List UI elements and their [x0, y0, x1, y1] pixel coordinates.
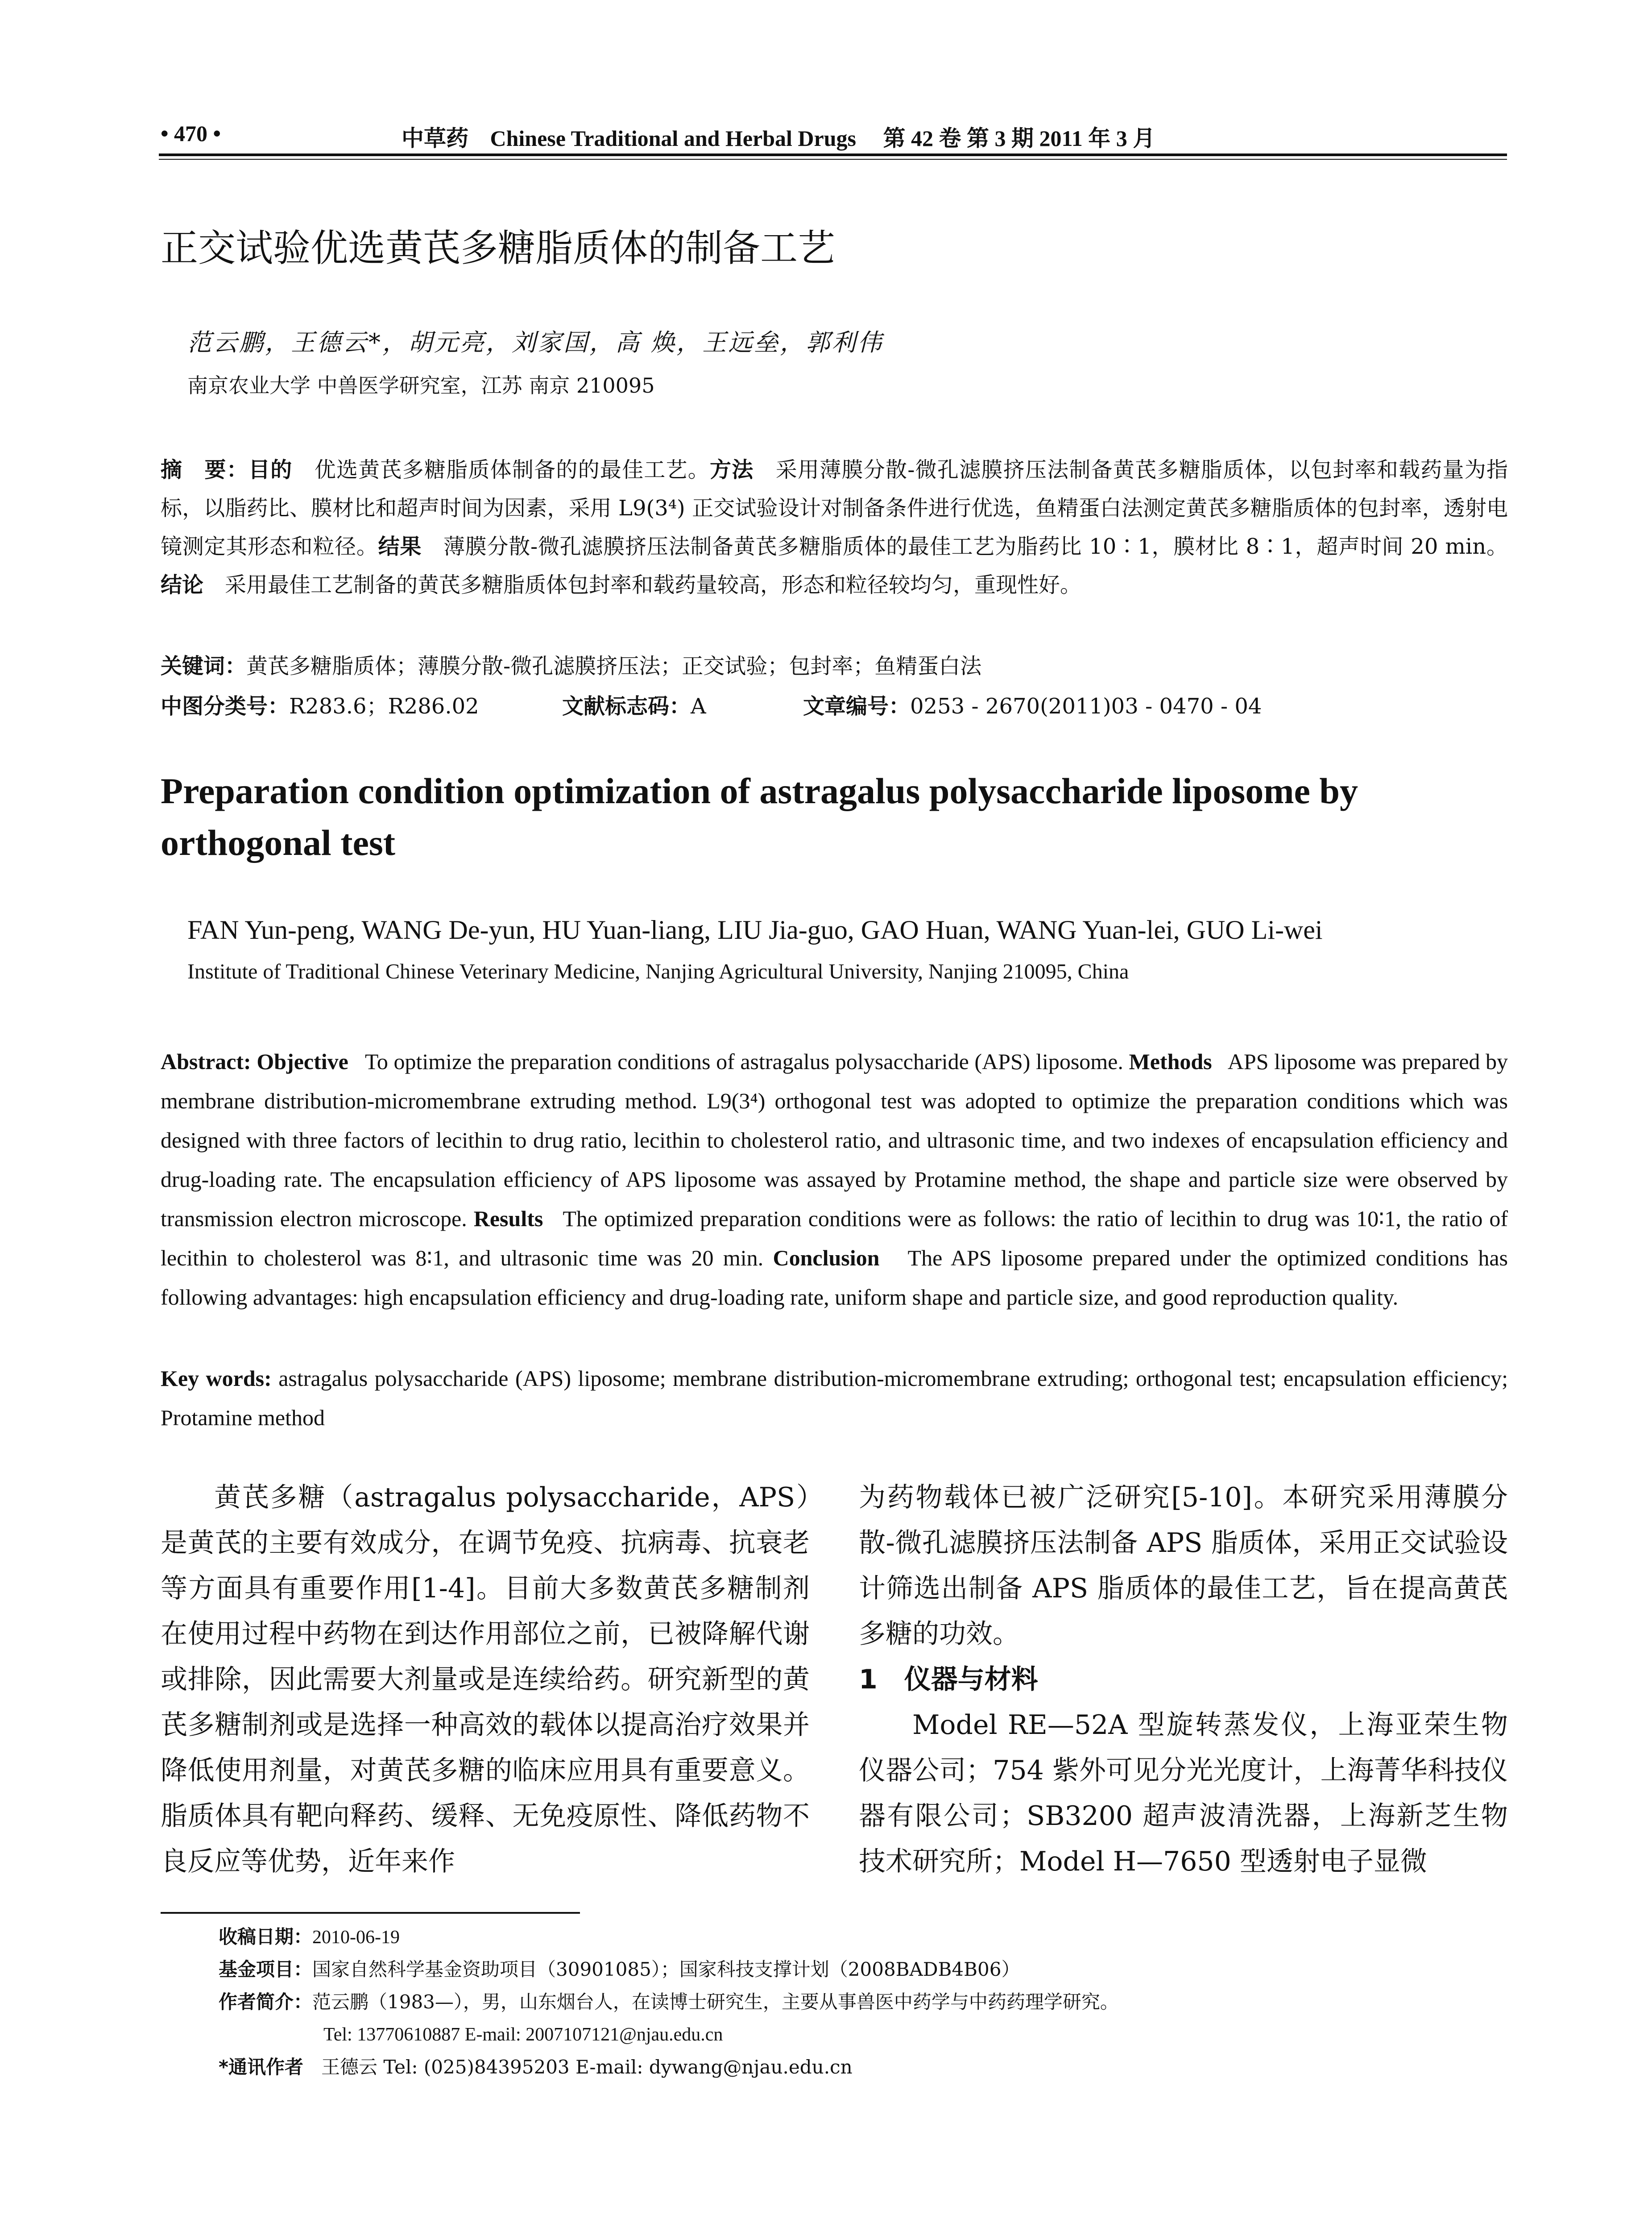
cn-conclusion-label: 结论	[161, 572, 204, 597]
cn-abstract	[161, 451, 1508, 604]
footnote-received-date: 2010-06-19	[312, 1927, 400, 1948]
footnote-bio-text: 范云鹏（1983—），男，山东烟台人，在读博士研究生，主要从事兽医中药学与中药药理学研究。	[312, 1991, 1119, 2013]
cn-doc-code-label: 文献标志码：	[562, 694, 691, 719]
cn-doc-code-value: A	[691, 694, 706, 719]
footnote-received-label: 收稿日期：	[219, 1926, 313, 1948]
en-objective: To optimize the preparation conditions of astragalus polysaccharide (APS) liposome.	[364, 1049, 1123, 1074]
footnote-fund	[219, 1953, 1020, 1986]
cn-affiliation: 南京农业大学 中兽医学研究室，江苏 南京 210095	[187, 373, 655, 398]
body-right-column	[859, 1475, 1508, 1884]
footnote-received	[219, 1921, 400, 1953]
cn-objective: 优选黄芪多糖脂质体制备的的最佳工艺。	[314, 457, 710, 482]
cn-authors: 范云鹏，王德云*，胡元亮，刘家国，高 焕，王远垒，郭利伟	[187, 328, 884, 357]
header-rule-thin	[159, 159, 1507, 160]
journal-header	[402, 120, 1155, 153]
cn-objective-label: 目的	[248, 457, 293, 482]
cn-classification	[161, 687, 1508, 726]
cn-class-value: R283.6；R286.02	[289, 694, 479, 719]
en-abstract-label: Abstract:	[161, 1049, 251, 1074]
journal-name-en: Chinese Traditional and Herbal Drugs	[490, 126, 856, 151]
cn-article-no-value: 0253 - 2670(2011)03 - 0470 - 04	[910, 694, 1262, 719]
cn-class-label: 中图分类号：	[161, 694, 290, 719]
cn-conclusion: 采用最佳工艺制备的黄芪多糖脂质体包封率和载药量较高，形态和粒径较均匀，重现性好。	[225, 572, 1082, 597]
en-abstract	[161, 1042, 1508, 1317]
cn-results: 薄膜分散-微孔滤膜挤压法制备黄芪多糖脂质体的最佳工艺为脂药比 10∶1，膜材比 8∶1，超声时间 20 min。	[443, 534, 1508, 559]
cn-keywords-label: 关键词：	[161, 654, 247, 679]
body-intro-continued: 为药物载体已被广泛研究[5-10]。本研究采用薄膜分散-微孔滤膜挤压法制备 APS 脂质体，采用正交试验设计筛选出制备 APS 脂质体的最佳工艺，旨在提高黄芪多糖的功效。	[859, 1482, 1508, 1650]
en-conclusion-label: Conclusion	[773, 1245, 880, 1270]
footnote-fund-text: 国家自然科学基金资助项目（30901085）；国家科技支撑计划（2008BADB4B06）	[312, 1958, 1020, 1980]
en-results-label: Results	[473, 1206, 543, 1231]
section-heading-1: 1 仪器与材料	[859, 1664, 1038, 1695]
journal-logo-cn: 中草药	[402, 125, 468, 151]
body-intro-paragraph: 黄芪多糖（astragalus polysaccharide，APS）是黄芪的主要有效成分，在调节免疫、抗病毒、抗衰老等方面具有重要作用[1-4]。目前大多数黄芪多糖制剂在使用过程中药物在到达作用部位之前，已被降解代谢或排除，因此需要大剂量或是连续给药。研究新型的黄芪多糖制剂或是选择一种高效的载体以提高治疗效果并降低使用剂量，对黄芪多糖的临床应用具有重要意义。脂质体具有靶向释药、缓释、无免疫原性、降低药物不良反应等优势，近年来作	[161, 1482, 810, 1877]
footnote-fund-label: 基金项目：	[219, 1958, 313, 1980]
cn-methods-label: 方法	[710, 457, 754, 482]
cn-keywords	[161, 647, 1508, 685]
footnote-bio-label: 作者简介：	[219, 1991, 313, 2013]
header-rule-thick	[159, 153, 1507, 156]
cn-abstract-label: 摘 要：	[161, 457, 248, 482]
en-results: The optimized preparation conditions were as follows: the ratio of lecithin to drug was 10∶1, the ratio of lecithin to cholesterol was 8∶1, and ultrasonic time was 20 min.	[161, 1206, 1508, 1270]
footnote-author-bio	[219, 1986, 1119, 2018]
cn-results-label: 结果	[378, 534, 422, 559]
cn-title: 正交试验优选黄芪多糖脂质体的制备工艺	[161, 226, 836, 270]
page-number: • 470 •	[161, 121, 221, 146]
footnote-corresponding	[219, 2051, 853, 2083]
en-keywords-text: astragalus polysaccharide (APS) liposome; membrane distribution-micromembrane extruding; orthogonal test; encapsulation efficiency; Protamine method	[161, 1366, 1508, 1430]
instruments-paragraph: Model RE—52A 型旋转蒸发仪，上海亚荣生物仪器公司；754 紫外可见分光光度计，上海菁华科技仪器有限公司；SB3200 超声波清洗器，上海新芝生物技术研究所；Model H—7650 型透射电子显微	[859, 1709, 1508, 1877]
body-left-column	[161, 1475, 810, 1884]
cn-article-no-label: 文章编号：	[803, 694, 911, 719]
en-methods: APS liposome was prepared by membrane distribution-micromembrane extruding method. L9(3⁴) orthogonal test was adopted to optimize the preparation conditions which was designed with three factors of lecithin to drug ratio, lecithin to cholesterol ratio, and ultrasonic time, and two indexes of encapsulation efficiency and drug-loading rate. The encapsulation efficiency of APS liposome was assayed by Protamine method, the shape and particle size were observed by transmission electron microscope.	[161, 1049, 1508, 1231]
journal-issue: 第 42 卷 第 3 期 2011 年 3 月	[883, 126, 1155, 151]
footnote-contact: Tel: 13770610887 E-mail: 2007107121@njau.edu.cn	[323, 2024, 723, 2045]
en-keywords-label: Key words:	[161, 1366, 272, 1391]
en-keywords	[161, 1359, 1508, 1437]
cn-methods: 采用薄膜分散-微孔滤膜挤压法制备黄芪多糖脂质体，以包封率和载药量为指标，以脂药比、膜材比和超声时间为因素，采用 L9(3⁴) 正交试验设计对制备条件进行优选，鱼精蛋白法测定黄芪多糖脂质体的包封率，透射电镜测定其形态和粒径。	[161, 457, 1508, 559]
en-objective-label: Objective	[257, 1049, 348, 1074]
en-authors: FAN Yun-peng, WANG De-yun, HU Yuan-liang, LIU Jia-guo, GAO Huan, WANG Yuan-lei, GUO Li-wei	[187, 915, 1323, 945]
en-title: Preparation condition optimization of astragalus polysaccharide liposome by orthogonal test	[161, 771, 1358, 863]
en-methods-label: Methods	[1129, 1049, 1212, 1074]
cn-keywords-text: 黄芪多糖脂质体；薄膜分散-微孔滤膜挤压法；正交试验；包封率；鱼精蛋白法	[246, 654, 982, 679]
en-conclusion: The APS liposome prepared under the optimized conditions has following advantages: high encapsulation efficiency and drug-loading rate, uniform shape and particle size, and good reproduction quality.	[161, 1245, 1508, 1310]
en-affiliation: Institute of Traditional Chinese Veterinary Medicine, Nanjing Agricultural University, Nanjing 210095, China	[187, 960, 1129, 983]
footnote-corr-label: *通讯作者	[219, 2056, 303, 2078]
footnote-rule	[161, 1912, 580, 1914]
footnote-corr-text: 王德云 Tel: (025)84395203 E-mail: dywang@njau.edu.cn	[321, 2056, 853, 2078]
